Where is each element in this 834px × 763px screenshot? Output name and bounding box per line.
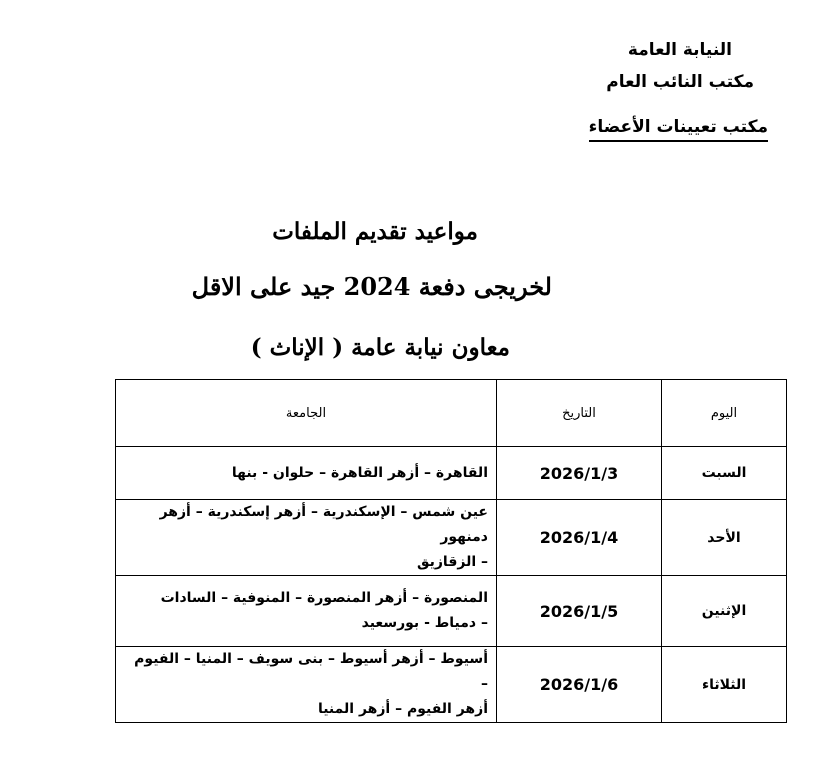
university-line: أسيوط – أزهر أسيوط – بنى سويف – المنيا – الفيوم – (134, 651, 488, 692)
table-row (116, 447, 787, 500)
cell-day: الإثنين (662, 576, 787, 647)
cell-date: 2026/1/3 (497, 447, 662, 500)
header-date: التاريخ (497, 380, 662, 447)
cell-date: 2026/1/4 (497, 500, 662, 576)
university-line: أزهر الفيوم – أزهر المنيا (317, 701, 488, 717)
university-line: – الزقازيق (417, 554, 488, 570)
table-row (116, 647, 787, 723)
table-header-row (116, 380, 787, 447)
cell-date: 2026/1/5 (497, 576, 662, 647)
cell-university (116, 647, 497, 723)
cell-date: 2026/1/6 (497, 647, 662, 723)
table-row (116, 576, 787, 647)
header-line-2: مكتب النائب العام (606, 72, 754, 92)
header-day: اليوم (662, 380, 787, 447)
university-line: المنصورة – أزهر المنصورة – المنوفية – السادات (160, 590, 488, 606)
university-line: عين شمس – الإسكندرية – أزهر إسكندرية – أزهر دمنهور (159, 504, 488, 545)
title-2: لخريجى دفعة 2024 جيد على الاقل (191, 272, 552, 301)
university-line: – دمياط - بورسعيد (361, 615, 488, 631)
cell-university (116, 447, 497, 500)
title-1: مواعيد تقديم الملفات (272, 218, 478, 245)
schedule-table (115, 379, 787, 723)
cell-university (116, 576, 497, 647)
cell-day: السبت (662, 447, 787, 500)
table-row (116, 500, 787, 576)
cell-day: الأحد (662, 500, 787, 576)
cell-university (116, 500, 497, 576)
university-line: القاهرة – أزهر القاهرة – حلوان - بنها (231, 464, 488, 481)
title-3: معاون نيابة عامة ( الإناث ) (250, 334, 510, 361)
cell-day: الثلاثاء (662, 647, 787, 723)
header-line-3: مكتب تعيينات الأعضاء (589, 117, 768, 142)
header-line-1: النيابة العامة (627, 40, 732, 60)
header-university: الجامعة (116, 380, 497, 447)
